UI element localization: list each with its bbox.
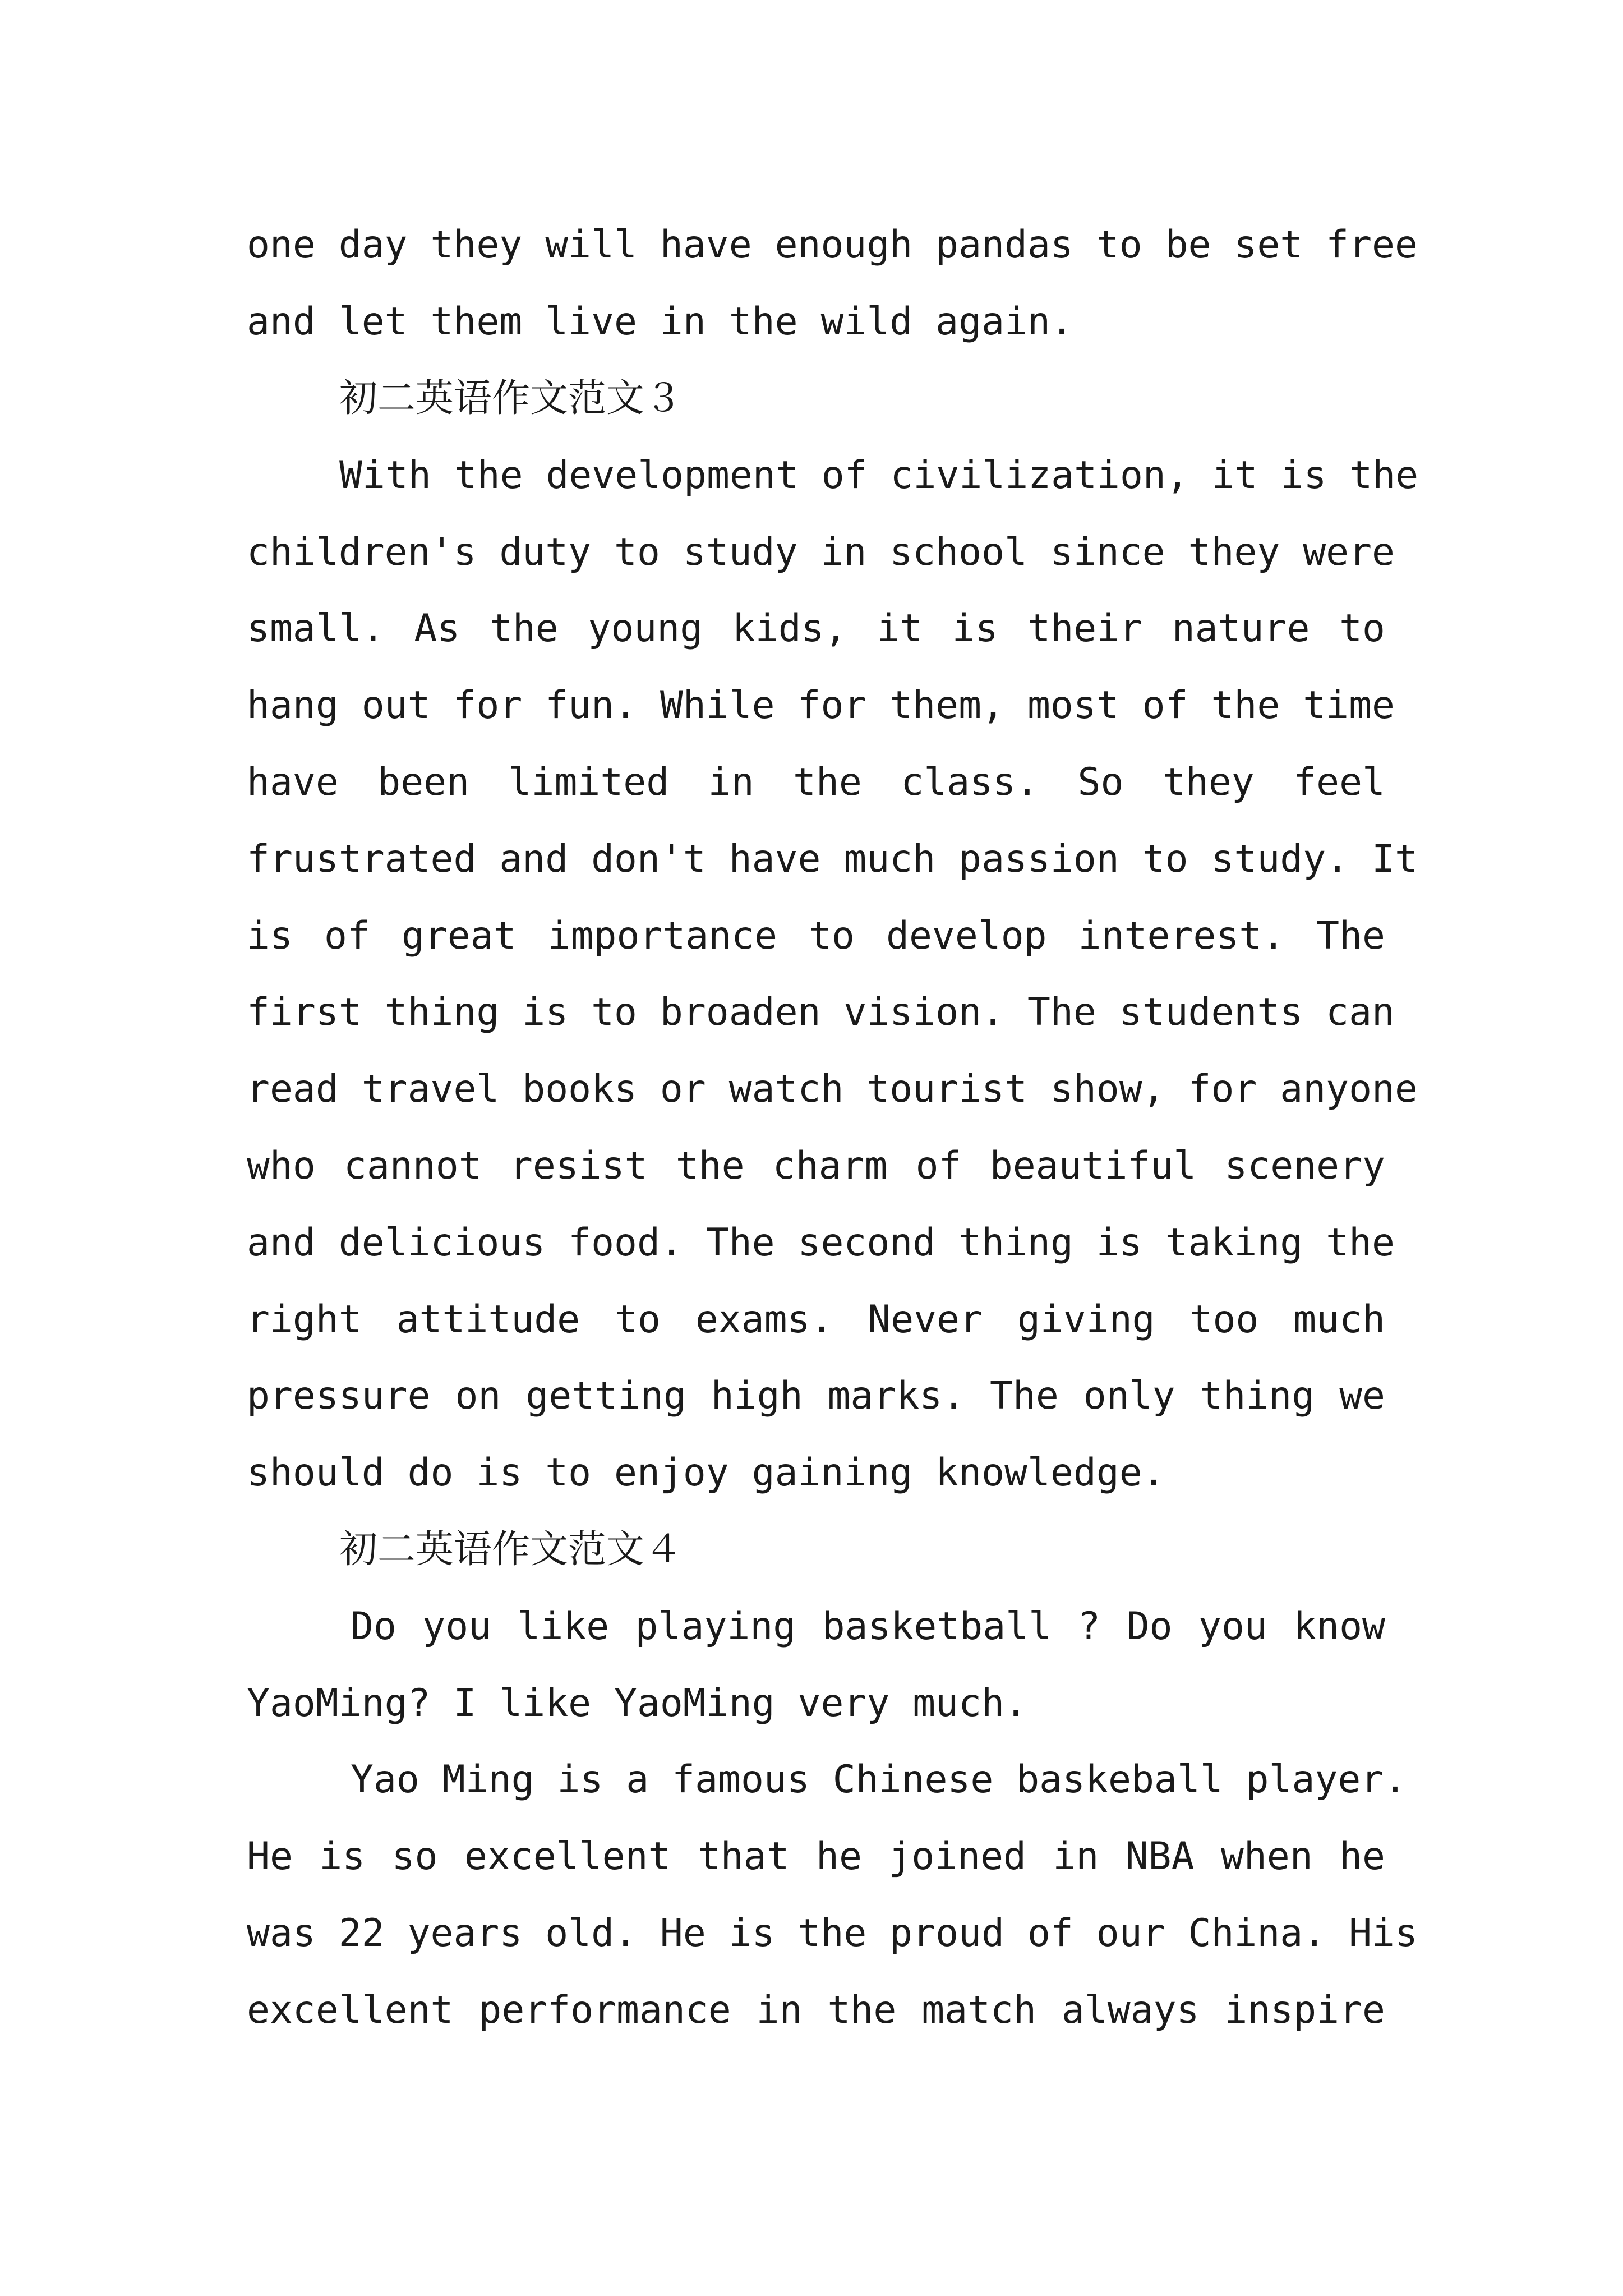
text-line: frustrated and don't have much passion to study. It [247, 837, 1418, 881]
section-heading: 初二英语作文范文４ [339, 1527, 683, 1572]
text-line: hang out for fun. While for them, most of the time [247, 683, 1395, 728]
text-line: YaoMing? I like YaoMing very much. [247, 1681, 1027, 1726]
text-line: excellent performance in the match always inspire [247, 1988, 1385, 2032]
text-line: children's duty to study in school since they were [247, 530, 1395, 574]
text-line: right attitude to exams. Never giving too much [247, 1297, 1385, 1342]
text-line: first thing is to broaden vision. The students can [247, 990, 1395, 1034]
text-line: have been limited in the class. So they feel [247, 760, 1385, 804]
text-line: who cannot resist the charm of beautiful scenery [247, 1144, 1385, 1188]
text-line: pressure on getting high marks. The only thing we [247, 1374, 1385, 1418]
text-line: read travel books or watch tourist show, for anyone [247, 1067, 1418, 1111]
text-line: is of great importance to develop interest. The [247, 914, 1385, 958]
text-line: one day they will have enough pandas to be set free [247, 223, 1418, 267]
text-line: Do you like playing basketball ? Do you know [351, 1604, 1385, 1649]
text-line: With the development of civilization, it is the [339, 453, 1419, 498]
text-line: was 22 years old. He is the proud of our China. His [247, 1911, 1418, 1955]
text-line: small. As the young kids, it is their nature to [247, 606, 1385, 651]
text-line: and delicious food. The second thing is taking the [247, 1221, 1395, 1265]
text-line: should do is to enjoy gaining knowledge. [247, 1451, 1165, 1495]
text-line: He is so excellent that he joined in NBA when he [247, 1834, 1385, 1879]
text-line: Yao Ming is a famous Chinese baskeball player. [351, 1757, 1407, 1802]
section-heading: 初二英语作文范文３ [339, 376, 683, 421]
text-line: and let them live in the wild again. [247, 300, 1073, 344]
